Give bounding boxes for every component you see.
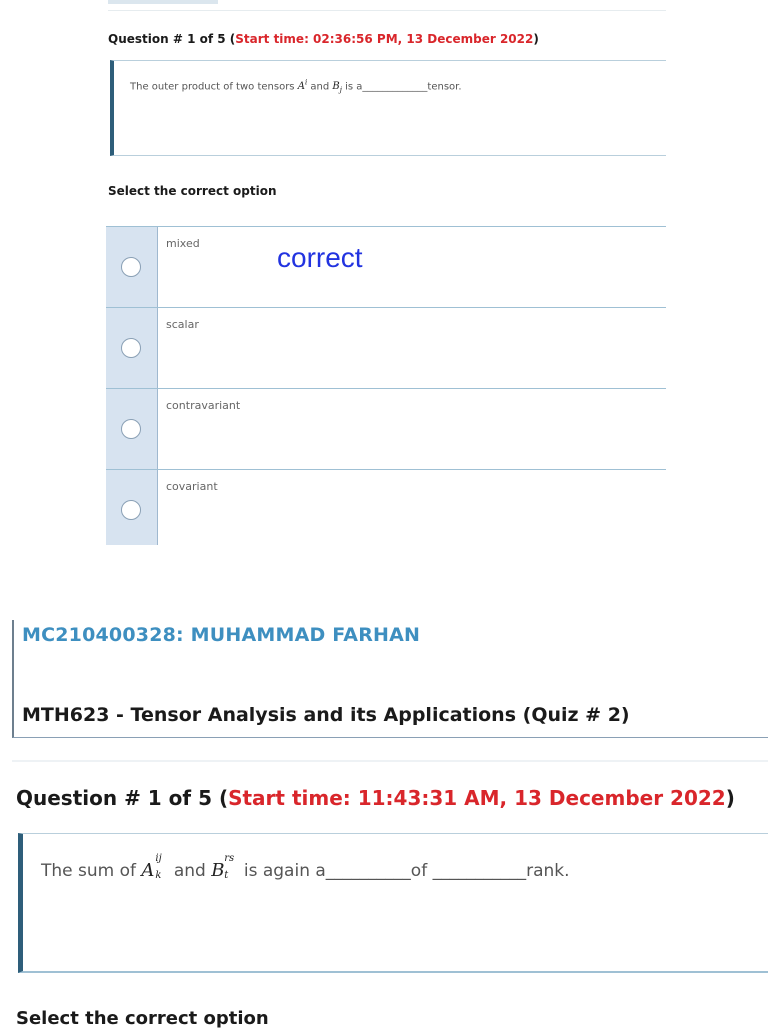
question-1-text-part4: tensor. [427, 81, 462, 93]
option-radio-cell [106, 470, 158, 545]
question-1-text-part3: is a [345, 81, 363, 93]
radio-button-scalar[interactable] [121, 338, 141, 358]
top-divider [108, 10, 666, 11]
tensor-b-symbol: B [332, 81, 340, 93]
tensor-a-symbol: A [141, 860, 155, 881]
question-1-text [130, 79, 462, 94]
question-2-box [18, 833, 768, 973]
question-1-text-part1: The outer product of two tensors [130, 81, 295, 93]
tensor-a-superscript: ij [155, 853, 162, 864]
question-1-options [106, 226, 666, 544]
question-1-blank: _____________ [362, 81, 428, 93]
tensor-a-subscript: k [155, 870, 162, 881]
quiz-info-card [12, 620, 768, 738]
option-radio-cell [106, 389, 158, 469]
tensor-b-subscript: t [224, 870, 229, 881]
option-covariant[interactable] [106, 469, 666, 545]
question-2-start-time: Start time: 11:43:31 AM, 13 December 2022 [228, 786, 726, 810]
question-2-tensor-a [141, 853, 168, 881]
option-radio-cell [106, 308, 158, 388]
question-2-text-part3: is again a [243, 861, 326, 881]
radio-button-contravariant[interactable] [121, 419, 141, 439]
question-2-heading-close: ) [725, 786, 735, 810]
section-divider [12, 760, 768, 762]
tensor-a-symbol: A [297, 81, 305, 93]
question-2-heading [16, 786, 735, 810]
option-label-covariant: covariant [166, 480, 218, 493]
question-2-text-part4: of [410, 861, 428, 881]
tensor-a-superscript: i [304, 79, 308, 87]
option-label-scalar: scalar [166, 318, 199, 331]
question-1-number: Question # 1 of 5 ( [108, 32, 236, 46]
option-scalar[interactable] [106, 307, 666, 388]
option-label-mixed: mixed [166, 237, 200, 250]
option-contravariant[interactable] [106, 388, 666, 469]
question-1-select-label: Select the correct option [108, 184, 277, 198]
correct-annotation: correct [277, 242, 363, 273]
question-2-text-part2: and [173, 861, 206, 881]
question-1-tensor-a [298, 81, 307, 92]
question-2-blank-1: __________ [325, 861, 411, 881]
question-1-text-part2: and [310, 81, 330, 93]
question-1-tensor-b [332, 81, 342, 95]
question-2-text [41, 853, 570, 881]
question-1-box [110, 60, 666, 156]
option-radio-cell [106, 227, 158, 307]
tensor-b-superscript: rs [224, 853, 235, 864]
question-2-text-part5: rank. [526, 861, 570, 881]
radio-button-mixed[interactable] [121, 257, 141, 277]
tensor-b-symbol: B [211, 860, 225, 881]
tensor-b-subscript: j [339, 86, 342, 95]
question-2-select-label: Select the correct option [16, 1008, 269, 1029]
option-label-contravariant: contravariant [166, 399, 241, 412]
question-2-number: Question # 1 of 5 ( [16, 786, 229, 810]
radio-button-covariant[interactable] [121, 500, 141, 520]
question-2-tensor-b [211, 853, 238, 881]
top-edge-stub [108, 0, 218, 4]
question-1-start-time: Start time: 02:36:56 PM, 13 December 2022 [235, 32, 534, 46]
question-1-heading-close: ) [533, 32, 539, 46]
course-title: MTH623 - Tensor Analysis and its Applications (Quiz # 2) [22, 704, 630, 726]
option-mixed[interactable] [106, 226, 666, 307]
question-1-heading [108, 32, 539, 46]
question-2-blank-2: ___________ [432, 861, 527, 881]
question-2-text-part1: The sum of [41, 861, 137, 881]
student-id: MC210400328: MUHAMMAD FARHAN [22, 624, 421, 646]
